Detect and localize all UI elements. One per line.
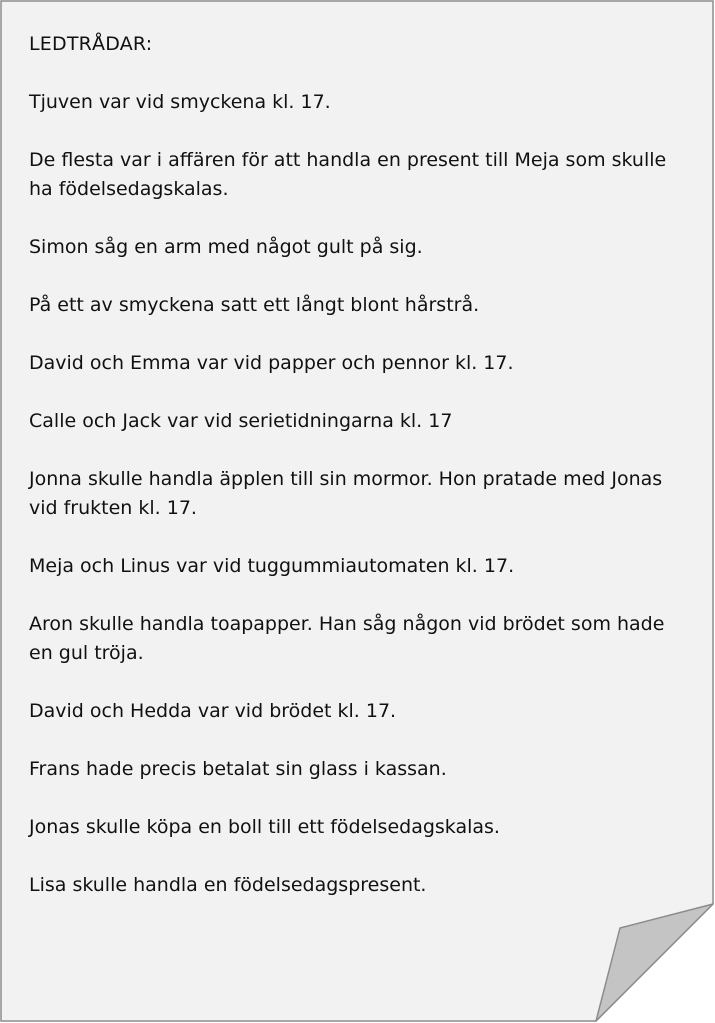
clue-item: Aron skulle handla toapapper. Han såg någon vid brödet som hade en gul tröja. [29, 613, 665, 664]
clue-item: Meja och Linus var vid tuggummiautomaten kl. 17. [29, 555, 515, 577]
clue-content [29, 30, 679, 929]
clue-item: David och Emma var vid papper och pennor kl. 17. [29, 352, 514, 374]
clue-item: Jonas skulle köpa en boll till ett födelsedagskalas. [29, 816, 500, 838]
clue-item: Lisa skulle handla en födelsedagspresent. [29, 874, 427, 896]
clue-item: Tjuven var vid smyckena kl. 17. [29, 91, 331, 113]
clue-item: På ett av smyckena satt ett långt blont hårstrå. [29, 294, 480, 316]
clue-item: Jonna skulle handla äpplen till sin mormor. Hon pratade med Jonas vid frukten kl. 17. [29, 468, 663, 519]
clue-item: Simon såg en arm med något gult på sig. [29, 236, 423, 258]
clue-item: Calle och Jack var vid serietidningarna kl. 17 [29, 410, 453, 432]
page-title: LEDTRÅDAR: [29, 33, 153, 55]
clue-item: Frans hade precis betalat sin glass i kassan. [29, 758, 447, 780]
clue-item: David och Hedda var vid brödet kl. 17. [29, 700, 397, 722]
clue-item: De flesta var i affären för att handla en present till Meja som skulle ha födelsedagskalas. [29, 149, 667, 200]
